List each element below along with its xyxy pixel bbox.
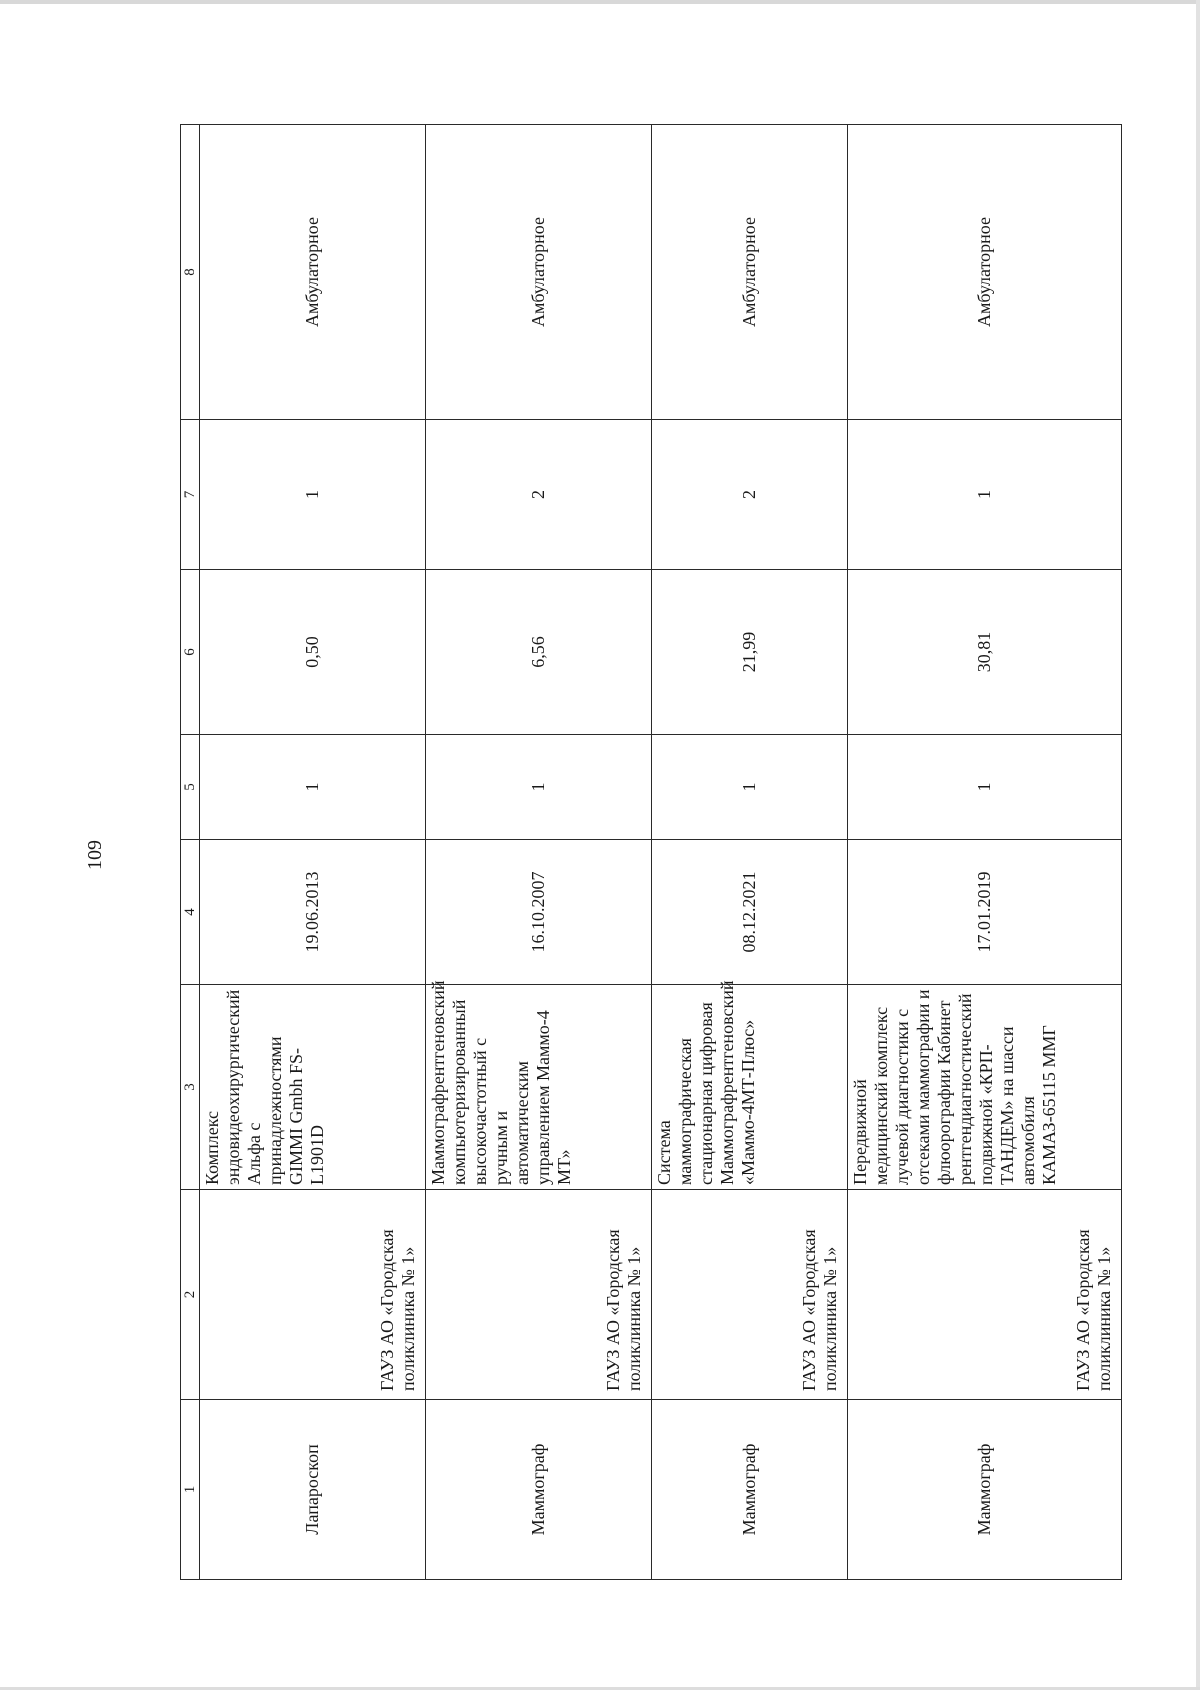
date-cell: 16.10.2007 [426,840,652,985]
column-6-cell: 21,99 [652,570,848,735]
care-type-cell: Амбулаторное [200,125,426,420]
equipment-name-cell: Маммограф [652,1400,848,1580]
organization-cell: ГАУЗ АО «Городская поликлиника № 1» [426,1190,652,1400]
column-7-cell: 1 [848,420,1122,570]
column-number: 1 [181,1400,200,1580]
column-number: 4 [181,840,200,985]
table-row [652,125,848,1580]
equipment-name-cell: Маммограф [426,1400,652,1580]
description-cell: Маммографрентгеновский компьютеризированный высокочастотный с ручным и автоматическим управлением Маммо-4 МТ» [426,985,652,1190]
column-number-row [181,125,200,1580]
column-number: 8 [181,125,200,420]
column-5-cell: 1 [652,735,848,840]
care-type-cell: Амбулаторное [426,125,652,420]
column-number: 7 [181,420,200,570]
description-cell: Комплекс эндовидеохирургический Альфа с принадлежностями GIMMI Gmbh FS-L1901D [200,985,426,1190]
care-type-cell: Амбулаторное [652,125,848,420]
scan-edge-right [1196,0,1200,1690]
organization-cell: ГАУЗ АО «Городская поликлиника № 1» [200,1190,426,1400]
scan-edge-top [0,0,1200,4]
equipment-name-cell: Маммограф [848,1400,1122,1580]
column-6-cell: 30,81 [848,570,1122,735]
rotated-table-container [180,125,1120,1580]
organization-cell: ГАУЗ АО «Городская поликлиника № 1» [848,1190,1122,1400]
description-cell: Передвижной медицинский комплекс лучевой диагностики с отсеками маммографии и флюорографии Кабинет рентгендиагностический подвижной «КРП-ТАНДЕМ» на шасси автомобиля КАМАЗ-65115 ММГ [848,985,1122,1190]
table-row [200,125,426,1580]
date-cell: 08.12.2021 [652,840,848,985]
column-number: 2 [181,1190,200,1400]
column-5-cell: 1 [848,735,1122,840]
care-type-cell: Амбулаторное [848,125,1122,420]
date-cell: 17.01.2019 [848,840,1122,985]
column-7-cell: 2 [426,420,652,570]
column-number: 6 [181,570,200,735]
column-5-cell: 1 [200,735,426,840]
column-number: 3 [181,985,200,1190]
equipment-table [180,124,1122,1580]
table-row [848,125,1122,1580]
column-6-cell: 0,50 [200,570,426,735]
page-number: 109 [84,840,106,870]
description-cell: Система маммографическая стационарная цифровая Маммографрентгеновский «Маммо-4МТ-Плюс» [652,985,848,1190]
organization-cell: ГАУЗ АО «Городская поликлиника № 1» [652,1190,848,1400]
column-7-cell: 1 [200,420,426,570]
date-cell: 19.06.2013 [200,840,426,985]
column-5-cell: 1 [426,735,652,840]
equipment-name-cell: Лапароскоп [200,1400,426,1580]
column-7-cell: 2 [652,420,848,570]
table-row [426,125,652,1580]
column-number: 5 [181,735,200,840]
column-6-cell: 6,56 [426,570,652,735]
